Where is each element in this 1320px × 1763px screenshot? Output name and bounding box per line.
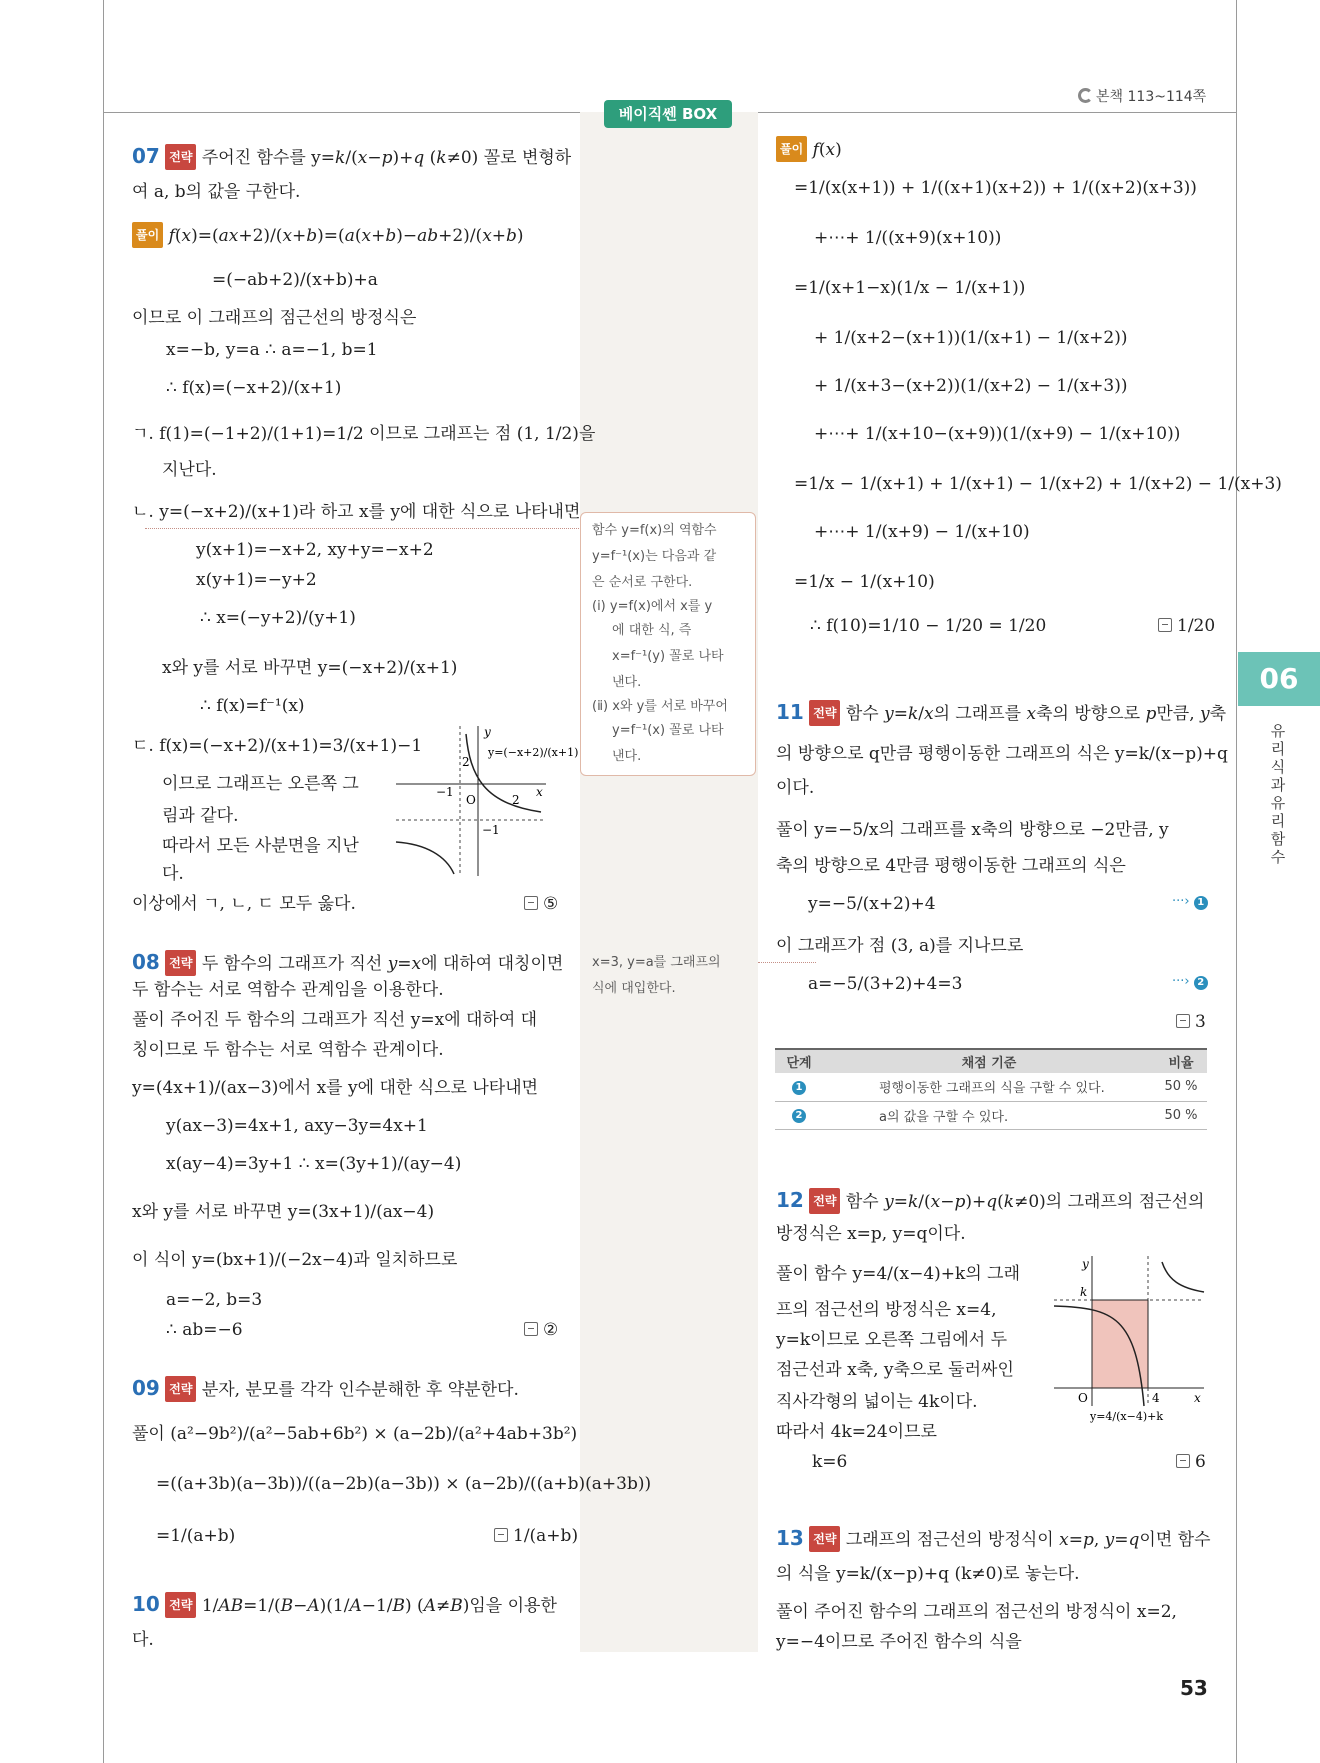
p08-line1: 08 전략 두 함수의 그래프가 직선 y=x에 대하여 대칭이면: [132, 950, 564, 974]
note-inverse-7: 낸다.: [612, 675, 642, 690]
p07-sol14: ㄷ. f(x)=(−x+2)/(x+1)=3/(x+1)−1: [132, 736, 423, 756]
p08-sol5: x(ay−4)=3y+1 ∴ x=(3y+1)/(ay−4): [166, 1154, 462, 1174]
p07-sol16: 림과 같다.: [162, 806, 239, 826]
p12-sol6: 따라서 4k=24이므로: [776, 1422, 937, 1442]
graph07-tick-m1: −1: [436, 785, 454, 799]
p11-sol2: 축의 방향으로 4만큼 평행이동한 그래프의 식은: [776, 856, 1126, 876]
p11-sol3: y=−5/(x+2)+4: [808, 894, 936, 914]
mid-note-panel: [580, 112, 758, 1652]
p07-sol18: 다.: [162, 864, 184, 884]
p11-sol5: a=−5/(3+2)+4=3: [808, 974, 963, 994]
p09-line1: 09 전략 분자, 분모를 각각 인수분해한 후 약분한다.: [132, 1376, 519, 1400]
answer-icon: [1176, 1454, 1190, 1468]
graph12-y-label: y: [1082, 1257, 1089, 1271]
p07-sol15: 이므로 그래프는 오른쪽 그: [162, 774, 359, 794]
note-inverse-6: x=f⁻¹(y) 꼴로 나타: [612, 649, 724, 664]
p08-sol6: x와 y를 서로 바꾸면 y=(3x+1)/(ax−4): [132, 1202, 435, 1222]
p13-sol1: 풀이 주어진 함수의 그래프의 점근선의 방정식이 x=2,: [776, 1602, 1177, 1622]
p07-sol8: ㄴ. y=(−x+2)/(x+1)라 하고 x를 y에 대한 식으로 나타내면: [132, 502, 581, 522]
graph12-tick-4: 4: [1152, 1391, 1160, 1405]
answer-icon: [524, 896, 538, 910]
p07-sol7: 지난다.: [162, 460, 217, 480]
graph07-x-label: x: [536, 785, 543, 799]
p10-sol3: =1/(x+1−x)(1/x − 1/(x+1)): [794, 278, 1026, 298]
score-row: [775, 1073, 1207, 1101]
score-row: [775, 1101, 1207, 1129]
score-step: 2: [792, 1109, 806, 1123]
p08-sol2: 칭이므로 두 함수는 서로 역함수 관계이다.: [132, 1040, 444, 1060]
graph07-y-label: y: [484, 725, 491, 739]
p07-line2: 여 a, b의 값을 구한다.: [132, 182, 301, 202]
score-step: 1: [792, 1081, 806, 1095]
p07-sol5: ∴ f(x)=(−x+2)/(x+1): [166, 378, 342, 398]
p12-sol1: 풀이 함수 y=4/(x−4)+k의 그래: [776, 1264, 1021, 1284]
note-inverse-4: (ⅰ) y=f(x)에서 x를 y: [592, 599, 713, 614]
p10-sol1: =1/(x(x+1)) + 1/((x+1)(x+2)) + 1/((x+2)(x+3)): [794, 178, 1197, 198]
book-ref-icon: [1078, 88, 1093, 103]
answer-09: 1/(a+b): [494, 1526, 578, 1546]
p10-sol2: +⋯+ 1/((x+9)(x+10)): [814, 228, 1002, 248]
p09-sol1: 풀이 (a²−9b²)/(a²−5ab+6b²) × (a−2b)/(a²+4ab+3b²): [132, 1424, 578, 1444]
score-desc: a의 값을 구할 수 있다.: [823, 1101, 1155, 1129]
graph07-tick-x2: 2: [512, 793, 520, 807]
answer-icon: [524, 1322, 538, 1336]
note-inverse-10: 낸다.: [612, 749, 642, 764]
note-inverse-3: 은 순서로 구한다.: [592, 575, 693, 590]
score-ratio: 50 %: [1155, 1073, 1207, 1101]
p10-sol0: 풀이 f(x): [776, 136, 842, 162]
p13-line1: 13 전략 그래프의 점근선의 방정식이 x=p, y=q이면 함수: [776, 1526, 1211, 1550]
graph12-k-label: k: [1080, 1285, 1088, 1299]
answer-10: 1/20: [1158, 616, 1215, 636]
p09-sol2: =((a+3b)(a−3b))/((a−2b)(a−3b)) × (a−2b)/((a+b)(a+3b)): [156, 1474, 652, 1494]
p07-sol10: x(y+1)=−y+2: [196, 570, 317, 590]
note-inverse-1: 함수 y=f(x)의 역함수: [592, 523, 717, 538]
p12-line2: 방정식은 x=p, y=q이다.: [776, 1224, 966, 1244]
p07-sol6: ㄱ. f(1)=(−1+2)/(1+1)=1/2 이므로 그래프는 점 (1, 1/2)을: [132, 424, 596, 444]
graph12-x-label: x: [1194, 1391, 1201, 1405]
page-reference: 본책 113~114쪽: [1078, 86, 1206, 106]
p08-sol1: 풀이 주어진 두 함수의 그래프가 직선 y=x에 대하여 대: [132, 1010, 538, 1030]
p13-line2: 의 식을 y=k/(x−p)+q (k≠0)로 놓는다.: [776, 1564, 1080, 1584]
page-border-right: [1236, 0, 1237, 1763]
note-inverse-2: y=f⁻¹(x)는 다음과 같: [592, 549, 717, 564]
p12-line1: 12 전략 함수 y=k/(x−p)+q(k≠0)의 그래프의 점근선의: [776, 1188, 1205, 1212]
graph07-tick-ym1: −1: [482, 823, 500, 837]
scoring-table: [775, 1048, 1207, 1130]
p07-sol1: 풀이 f(x)=(ax+2)/(x+b)=(a(x+b)−ab+2)/(x+b): [132, 222, 524, 248]
p07-sol3: 이므로 이 그래프의 점근선의 방정식은: [132, 308, 417, 328]
answer-07: ⑤: [524, 894, 558, 914]
score-ratio: 50 %: [1155, 1101, 1207, 1129]
p11-line3: 이다.: [776, 778, 815, 798]
p08-sol9: ∴ ab=−6: [166, 1320, 243, 1340]
answer-icon: [494, 1528, 508, 1542]
graph07-origin: O: [466, 793, 476, 807]
p12-sol5: 직사각형의 넓이는 4k이다.: [776, 1392, 978, 1412]
graph12-origin: O: [1078, 1391, 1088, 1405]
p08-line2: 두 함수는 서로 역함수 관계임을 이용한다.: [132, 980, 444, 1000]
page-border-left: [103, 0, 104, 1763]
p12-sol2: 프의 점근선의 방정식은 x=4,: [776, 1300, 997, 1320]
p07-sol12: x와 y를 서로 바꾸면 y=(−x+2)/(x+1): [162, 658, 458, 678]
note-inverse-8: (ⅱ) x와 y를 서로 바꾸어: [592, 699, 728, 714]
p12-sol7: k=6: [812, 1452, 848, 1472]
answer-11: 3: [1176, 1012, 1206, 1032]
chapter-tab: 06: [1238, 652, 1320, 706]
graph-12: [1054, 1256, 1214, 1426]
p12-sol3: y=k이므로 오른쪽 그림에서 두: [776, 1330, 1008, 1350]
p07-sol11: ∴ x=(−y+2)/(y+1): [200, 608, 356, 628]
p11-line2: 의 방향으로 q만큼 평행이동한 그래프의 식은 y=k/(x−p)+q: [776, 744, 1228, 764]
score-desc: 평행이동한 그래프의 식을 구할 수 있다.: [823, 1073, 1155, 1101]
p10-sol4: + 1/(x+2−(x+1))(1/(x+1) − 1/(x+2)): [814, 328, 1128, 348]
p08-sol3: y=(4x+1)/(ax−3)에서 x를 y에 대한 식으로 나타내면: [132, 1078, 539, 1098]
note-inverse-9: y=f⁻¹(x) 꼴로 나타: [612, 723, 724, 738]
p11-sol1: 풀이 y=−5/x의 그래프를 x축의 방향으로 −2만큼, y: [776, 820, 1169, 840]
p08-sol7: 이 식이 y=(bx+1)/(−2x−4)과 일치하므로: [132, 1250, 458, 1270]
p10-sol6: +⋯+ 1/(x+10−(x+9))(1/(x+9) − 1/(x+10)): [814, 424, 1181, 444]
p11-sol4: 이 그래프가 점 (3, a)를 지나므로: [776, 936, 1024, 956]
answer-icon: [1158, 618, 1172, 632]
note-inverse-5: 에 대한 식, 즉: [612, 623, 692, 638]
graph07-equation: y=(−x+2)/(x+1): [488, 746, 579, 759]
p07-sol17: 따라서 모든 사분면을 지난: [162, 836, 359, 856]
p07-sol2: =(−ab+2)/(x+b)+a: [212, 270, 378, 290]
p13-sol2: y=−4이므로 주어진 함수의 식을: [776, 1632, 1022, 1652]
chapter-title: 유리식과 유리함수: [1270, 722, 1286, 866]
p07-line1: 07 전략 주어진 함수를 y=k/(x−p)+q (k≠0) 꼴로 변형하: [132, 144, 572, 168]
p10-line1: 10 전략 1/AB=1/(B−A)(1/A−1/B) (A≠B)임을 이용한: [132, 1592, 557, 1616]
note-substitute-1: x=3, y=a를 그래프의: [592, 955, 721, 970]
graph07-tick-2: 2: [462, 755, 470, 769]
p07-sol9: y(x+1)=−x+2, xy+y=−x+2: [196, 540, 434, 560]
p10-line2: 다.: [132, 1630, 154, 1650]
p10-sol5: + 1/(x+3−(x+2))(1/(x+2) − 1/(x+3)): [814, 376, 1128, 396]
score-header-ratio: 비율: [1155, 1049, 1207, 1073]
p10-sol10: ∴ f(10)=1/10 − 1/20 = 1/20: [810, 616, 1047, 636]
page-number: 53: [1180, 1676, 1208, 1700]
box-title: 베이직쎈 BOX: [604, 100, 732, 128]
answer-12: 6: [1176, 1452, 1206, 1472]
p11-line1: 11 전략 함수 y=k/x의 그래프를 x축의 방향으로 p만큼, y축: [776, 700, 1227, 724]
score-header-criteria: 채점 기준: [823, 1049, 1155, 1073]
note-leader-2: [758, 962, 816, 963]
graph-07: [396, 725, 579, 878]
p10-sol7: =1/x − 1/(x+1) + 1/(x+1) − 1/(x+2) + 1/(x+2) − 1/(x+3): [794, 474, 1282, 494]
p09-sol3: =1/(a+b): [156, 1526, 236, 1546]
answer-08: ②: [524, 1320, 558, 1340]
answer-icon: [1176, 1014, 1190, 1028]
note-leader-1: [145, 528, 581, 529]
p08-sol8: a=−2, b=3: [166, 1290, 263, 1310]
p07-sol13: ∴ f(x)=f⁻¹(x): [200, 696, 305, 716]
step-mark-2: ···› 2: [1172, 974, 1208, 990]
p08-sol4: y(ax−3)=4x+1, axy−3y=4x+1: [166, 1116, 428, 1136]
note-substitute-2: 식에 대입한다.: [592, 981, 676, 996]
step-mark-1: ···› 1: [1172, 894, 1208, 910]
p07-sol19: 이상에서 ㄱ, ㄴ, ㄷ 모두 옳다.: [132, 894, 356, 914]
score-header-step: 단계: [775, 1049, 823, 1073]
p12-sol4: 점근선과 x축, y축으로 둘러싸인: [776, 1360, 1014, 1380]
graph12-equation: y=4/(x−4)+k: [1090, 1410, 1164, 1423]
p07-sol4: x=−b, y=a ∴ a=−1, b=1: [166, 340, 378, 360]
p10-sol8: +⋯+ 1/(x+9) − 1/(x+10): [814, 522, 1030, 542]
p10-sol9: =1/x − 1/(x+10): [794, 572, 935, 592]
